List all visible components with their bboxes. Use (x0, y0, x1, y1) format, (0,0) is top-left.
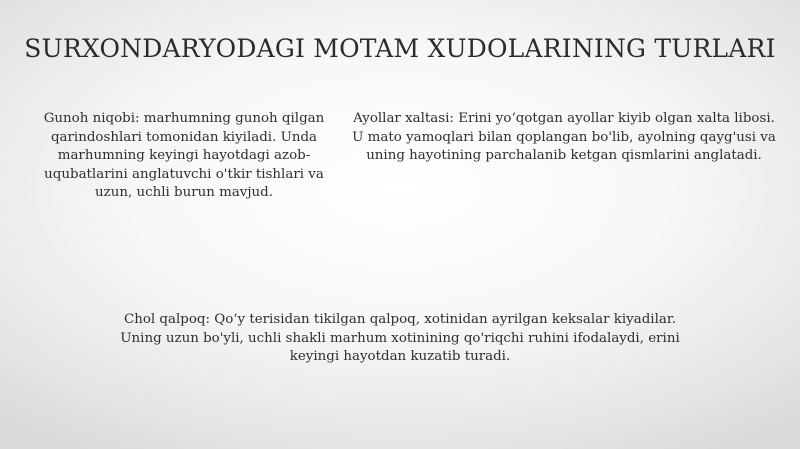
text-block-chol-qalpoq: Chol qalpoq: Qo‘y terisidan tikilgan qalpoq, xotinidan ayrilgan keksalar kiyadilar. Uning uzun bo'yli, uchli shakli marhum xotinining qo'riqchi ruhini ifodalaydi, erini keyingi hayotdan kuzatib turadi. (120, 312, 680, 364)
slide-title: SURXONDARYODAGI MOTAM XUDOLARINING TURLARI (24, 34, 776, 63)
text-block-gunoh-niqobi: Gunoh niqobi: marhumning gunoh qilgan qarindoshlari tomonidan kiyiladi. Unda marhumning keyingi hayotdagi azob-uqubatlarini anglatuvchi o'tkir tishlari va uzun, uchli burun mavjud. (43, 111, 325, 200)
text-block-ayollar-xaltasi: Ayollar xaltasi: Erini yo‘qotgan ayollar kiyib olgan xalta libosi. U mato yamoqlari bilan qoplangan bo'lib, ayolning qayg'usi va uning hayotining parchalanib ketgan qismlarini anglatadi. (352, 111, 776, 163)
